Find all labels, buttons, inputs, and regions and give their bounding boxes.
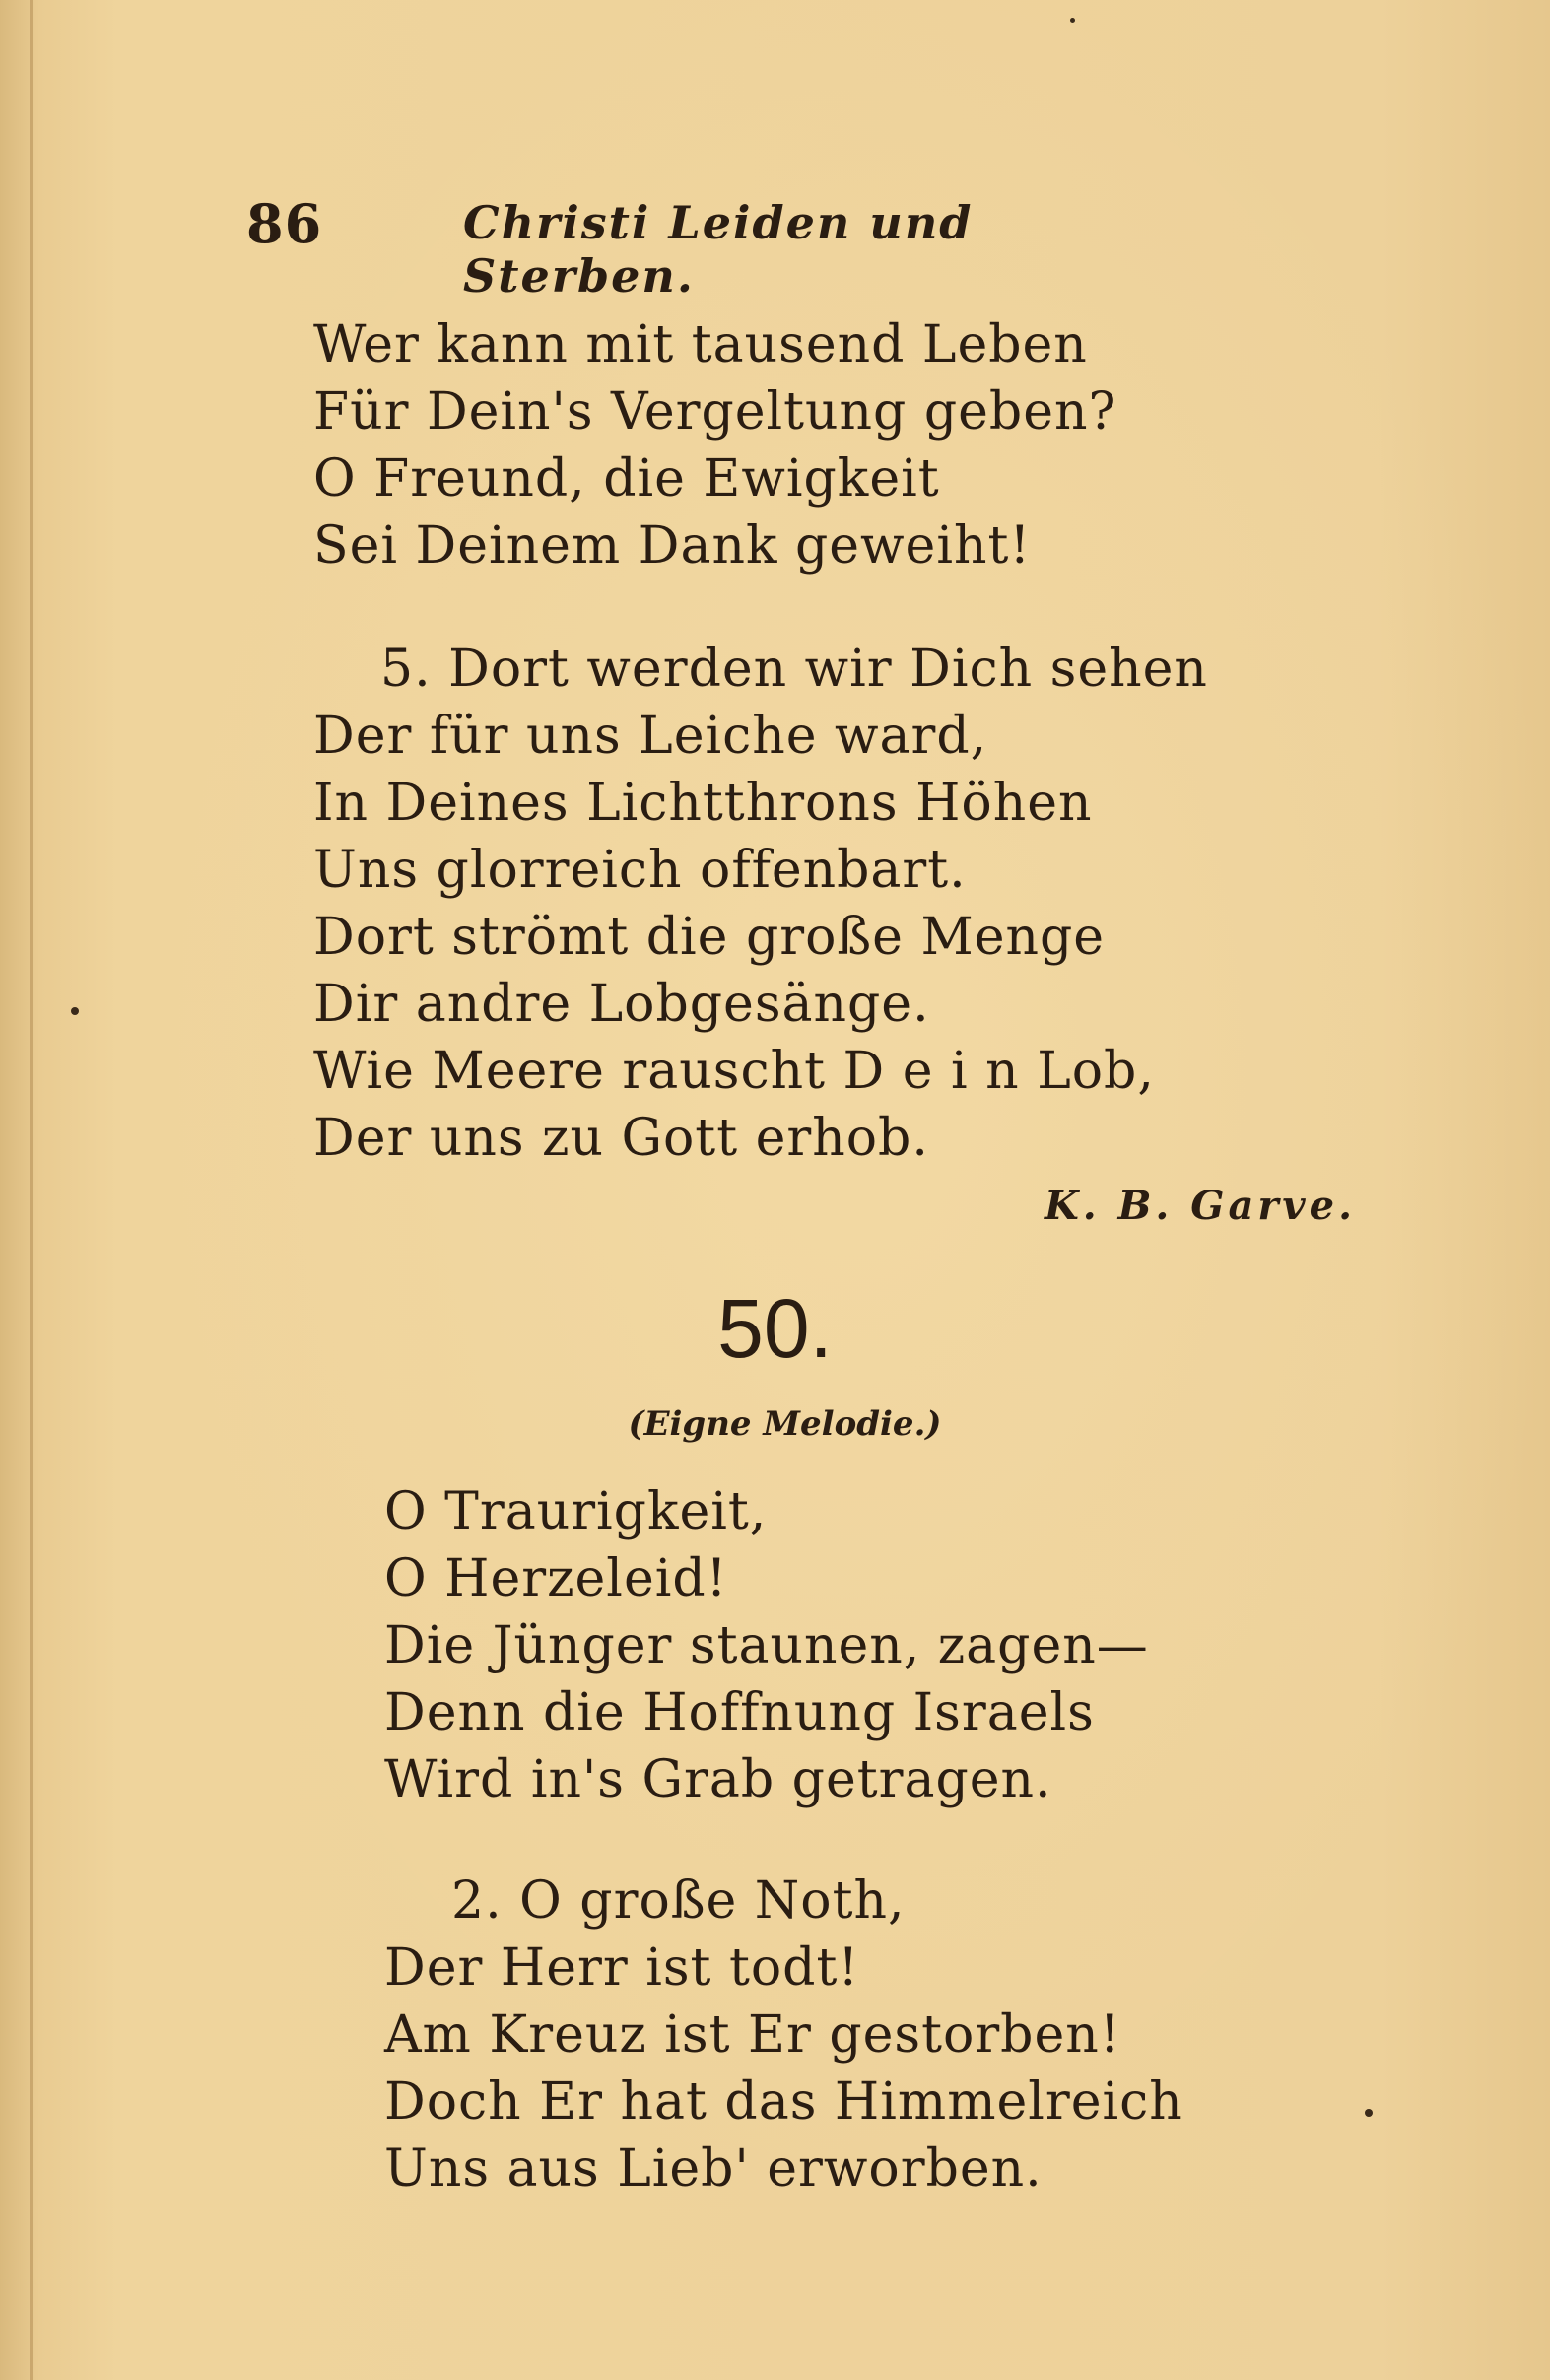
ink-speck (1365, 2109, 1373, 2117)
verse-line: Wer kann mit tausend Leben (313, 315, 1088, 374)
verse-line: Der für uns Leiche ward, (313, 707, 988, 766)
verse-line: Uns aus Lieb' erworben. (384, 2140, 1043, 2199)
verse-line: Für Dein's Vergeltung geben? (313, 382, 1117, 442)
ink-speck (71, 1007, 79, 1015)
author-attribution: K. B. Garve. (1045, 1183, 1357, 1229)
verse-line: Sei Deinem Dank geweiht! (313, 516, 1032, 576)
verse-line: O Freund, die Ewigkeit (313, 449, 940, 509)
page-header (246, 192, 1173, 303)
melody-note: (Eigne Melodie.) (628, 1404, 942, 1444)
verse-line: Wie Meere rauscht D e i n Lob, (313, 1042, 1155, 1101)
verse-line: O Traurigkeit, (384, 1482, 768, 1541)
verse-line: Die Jünger staunen, zagen— (384, 1616, 1149, 1675)
verse-line: In Deines Lichtthrons Höhen (313, 774, 1093, 833)
verse-line-numbered: 5. Dort werden wir Dich sehen (380, 640, 1208, 699)
stanza-1 (384, 1478, 1149, 1813)
verse-line: Der uns zu Gott erhob. (313, 1109, 929, 1168)
hymn-number: 50. (717, 1282, 833, 1375)
verse-line: Dir andre Lobgesänge. (313, 975, 930, 1034)
verse-line: Denn die Hoffnung Israels (384, 1683, 1095, 1742)
stanza-2 (384, 1868, 1183, 2203)
verse-line: Am Kreuz ist Er gestorben! (384, 2006, 1121, 2065)
verse-line: Uns glorreich offenbart. (313, 841, 967, 900)
verse-line: Doch Er hat das Himmelreich (384, 2073, 1183, 2132)
verse-line: Der Herr ist todt! (384, 1938, 860, 1998)
ink-speck (1070, 18, 1075, 23)
verse-line: Dort strömt die große Menge (313, 908, 1106, 967)
running-title: Christi Leiden und Sterben. (463, 196, 974, 303)
verse-line: O Herzeleid! (384, 1549, 728, 1608)
stanza-5 (313, 636, 1208, 1172)
verse-line: Wird in's Grab getragen. (384, 1750, 1052, 1809)
page-number: 86 (246, 192, 323, 255)
stanza-continuation (313, 311, 1116, 579)
verse-line-numbered: 2. O große Noth, (451, 1871, 906, 1931)
page-gutter (30, 0, 33, 2380)
